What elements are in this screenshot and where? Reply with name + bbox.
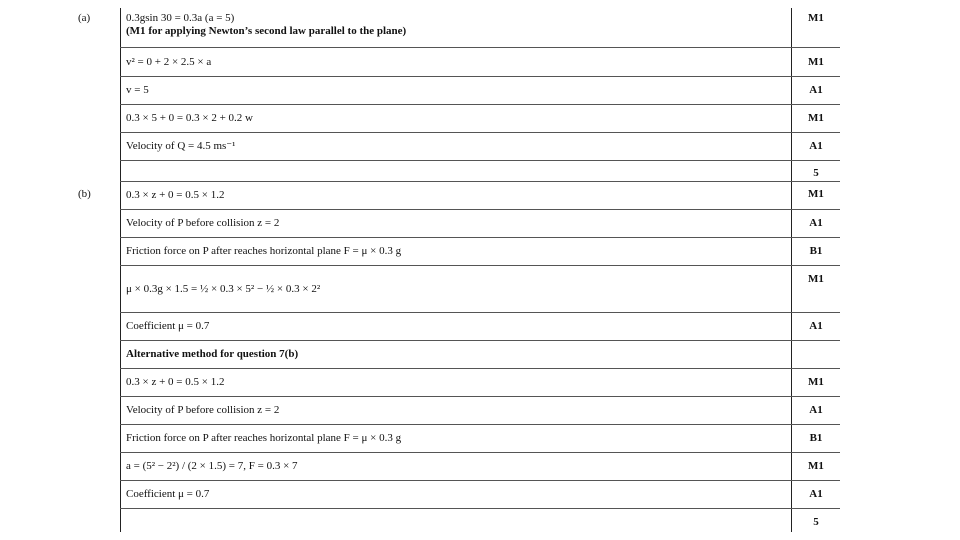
answer-line-r10: μ × 0.3g × 1.5 = ½ × 0.3 × 5² − ½ × 0.3 × 2² [126, 283, 321, 295]
row-divider [120, 508, 840, 509]
mark-r7: M1 [808, 188, 824, 200]
mark-r2: M1 [808, 56, 824, 68]
row-divider [120, 312, 840, 313]
answer-line-r16: a = (5² − 2²) / (2 × 1.5) = 7, F = 0.3 × 7 [126, 460, 298, 472]
row-divider [120, 265, 840, 266]
row-divider [120, 340, 840, 341]
left-rule [120, 8, 121, 532]
answer-line-r9: Friction force on P after reaches horizontal plane F = μ × 0.3 g [126, 245, 402, 257]
total-mark-a: 5 [813, 167, 819, 179]
row-divider [120, 396, 840, 397]
mark-r9: B1 [809, 245, 823, 257]
answer-line-r15: Friction force on P after reaches horizontal plane F = μ × 0.3 g [126, 432, 402, 444]
mark-r16: M1 [808, 460, 824, 472]
answer-line-r1: 0.3gsin 30 = 0.3a (a = 5) (M1 for applying Newton’s second law parallel to the plane) [126, 12, 407, 37]
mark-r11: A1 [809, 320, 823, 332]
mark-r10: M1 [808, 273, 824, 285]
answer-line-r14: Velocity of P before collision z = 2 [126, 404, 280, 416]
total-mark-b: 5 [813, 516, 819, 528]
row-divider [120, 237, 840, 238]
answer-line-r13: 0.3 × z + 0 = 0.5 × 1.2 [126, 376, 225, 388]
row-divider [120, 76, 840, 77]
row-divider [120, 181, 840, 182]
note-text: (M1 for applying Newton’s second law parallel to the plane) [126, 25, 407, 37]
row-divider [120, 368, 840, 369]
row-divider [120, 104, 840, 105]
row-divider [120, 209, 840, 210]
row-divider [120, 480, 840, 481]
answer-line-r7: 0.3 × z + 0 = 0.5 × 1.2 [126, 189, 225, 201]
answer-line-r4: 0.3 × 5 + 0 = 0.3 × 2 + 0.2 w [126, 112, 253, 124]
alternative-method-heading: Alternative method for question 7(b) [126, 348, 299, 360]
row-divider [120, 160, 840, 161]
mark-r12 [792, 348, 840, 360]
mark-r13: M1 [808, 376, 824, 388]
mark-r4: M1 [808, 112, 824, 124]
mark-r8: A1 [809, 217, 823, 229]
mark-r14: A1 [809, 404, 823, 416]
answer-line-r2: v² = 0 + 2 × 2.5 × a [126, 56, 212, 68]
mark-r17: A1 [809, 488, 823, 500]
mark-r1: M1 [808, 12, 824, 24]
mark-r3: A1 [809, 84, 823, 96]
row-divider [120, 424, 840, 425]
answer-line-r11: Coefficient μ = 0.7 [126, 320, 210, 332]
answer-line-r5: Velocity of Q = 4.5 ms⁻¹ [126, 140, 236, 152]
mark-r15: B1 [809, 432, 823, 444]
answer-line-r17: Coefficient μ = 0.7 [126, 488, 210, 500]
mark-r5: A1 [809, 140, 823, 152]
answer-line-r3: v = 5 [126, 84, 149, 96]
part-a-label: (a) [78, 12, 91, 24]
row-divider [120, 452, 840, 453]
answer-line-r8: Velocity of P before collision z = 2 [126, 217, 280, 229]
row-divider [120, 47, 840, 48]
row-divider [120, 132, 840, 133]
part-b-label: (b) [78, 188, 91, 200]
